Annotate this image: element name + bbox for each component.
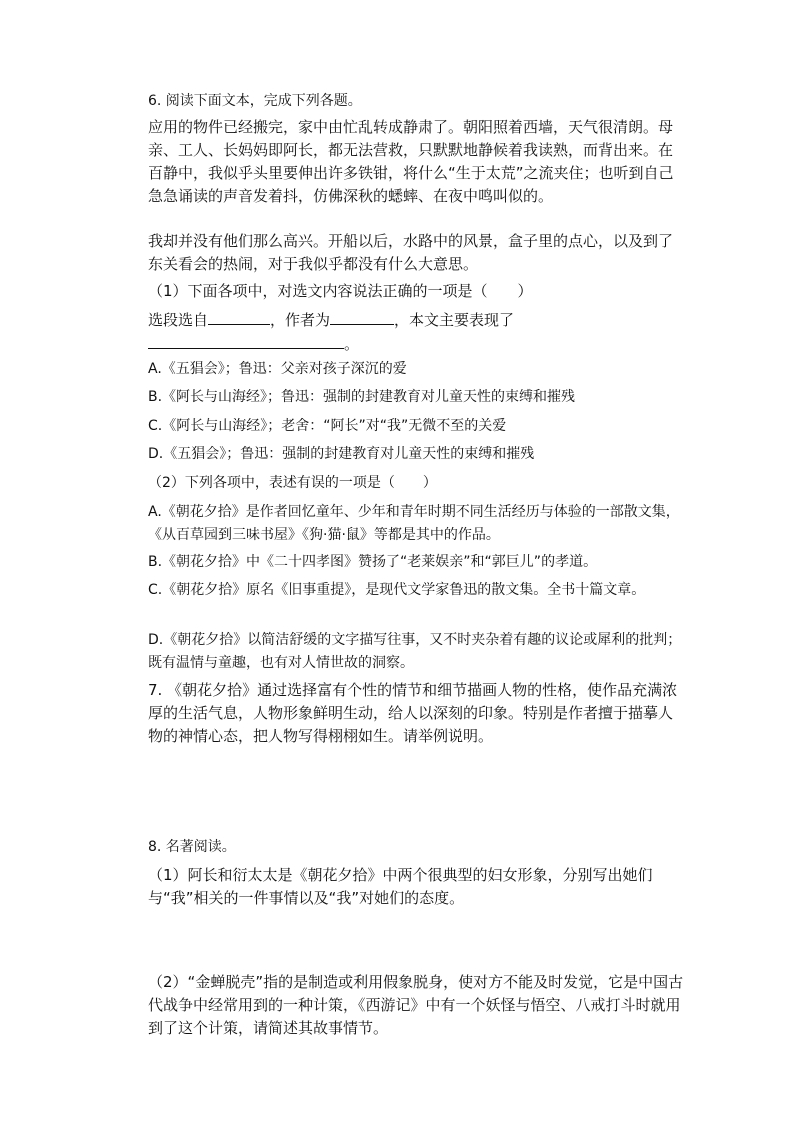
question-6-title: 6. 阅读下面文本，完成下列各题。 <box>148 93 362 109</box>
q8-sub1-text: （1）阿长和衍太太是《朝花夕拾》中两个很典型的妇女形象，分别写出她们与“我”相关的一件事情以及“我”对她们的态度。 <box>148 866 653 907</box>
q6-sub1-fill-sentence <box>148 308 684 356</box>
blank-author[interactable] <box>330 308 394 325</box>
q6-sub2-stem: （2）下列各项中，表述有误的一项是（ ） <box>148 475 437 491</box>
q6-sub1-option-d: D.《五猖会》；鲁迅：强制的封建教育对儿童天性的束缚和摧残 <box>148 446 535 462</box>
q6-sub2-option-b: B.《朝花夕拾》中《二十四孝图》赞扬了“老莱娱亲”和“郭巨儿”的孝道。 <box>148 554 598 570</box>
q6-sub2-option-c: C.《朝花夕拾》原名《旧事重提》，是现代文学家鲁迅的散文集。全书十篇文章。 <box>148 582 646 598</box>
question-7-text: 7. 《朝花夕拾》通过选择富有个性的情节和细节描画人物的性格，使作品充满浓厚的生活气息，人物形象鲜明生动，给人以深刻的印象。特别是作者擅于描摹人物的神情心态，把人物写得栩栩如生。请举例说明。 <box>148 681 678 745</box>
q6-sub1-option-c: C.《阿长与山海经》；老舍：“阿长”对“我”无微不至的关爱 <box>148 418 507 434</box>
fill-text-a: 选段选自 <box>148 311 209 329</box>
fill-text-b: ，作者为 <box>270 311 331 329</box>
fill-text-end: 。 <box>344 335 360 353</box>
q6-sub1-option-b: B.《阿长与山海经》；鲁迅：强制的封建教育对儿童天性的束缚和摧残 <box>148 389 576 405</box>
fill-text-c: ，本文主要表现了 <box>394 311 515 329</box>
question-8-title: 8. 名著阅读。 <box>148 839 236 855</box>
q8-sub2-text: （2）“金蝉脱壳”指的是制造或利用假象脱身，使对方不能及时发觉，它是中国古代战争中经常用到的一种计策，《西游记》中有一个妖怪与悟空、八戒打斗时就用到了这个计策，请简述其故事情节。 <box>148 973 684 1037</box>
blank-source[interactable] <box>208 308 270 325</box>
q6-sub1-stem: （1）下面各项中，对选文内容说法正确的一项是（ ） <box>148 282 533 300</box>
q6-sub1-option-a: A.《五猖会》；鲁迅：父亲对孩子深沉的爱 <box>148 361 407 377</box>
q6-sub2-option-d: D.《朝花夕拾》以简洁舒缓的文字描写往事，又不时夹杂着有趣的议论或犀利的批判；既有温情与童趣，也有对人情世故的洞察。 <box>148 632 682 671</box>
passage-paragraph-2: 我却并没有他们那么高兴。开船以后，水路中的风景，盒子里的点心，以及到了东关看会的热闹，对于我似乎都没有什么大意思。 <box>148 232 674 273</box>
blank-theme[interactable] <box>148 332 344 349</box>
passage-paragraph-1: 应用的物件已经搬完，家中由忙乱转成静肃了。朝阳照着西墙，天气很清朗。母亲、工人、长妈妈即阿长，都无法营救，只默默地静候着我读熟，而背出来。在百静中，我似乎头里要伸出许多铁钳，将什么“生于太荒”之流夹住；也听到自己急急诵读的声音发着抖，仿佛深秋的蟋蟀、在夜中鸣叫似的。 <box>148 118 674 205</box>
q6-sub2-option-a: A.《朝花夕拾》是作者回忆童年、少年和青年时期不同生活经历与体验的一部散文集，《从百草园到三味书屋》《狗·猫·鼠》等都是其中的作品。 <box>148 504 680 543</box>
